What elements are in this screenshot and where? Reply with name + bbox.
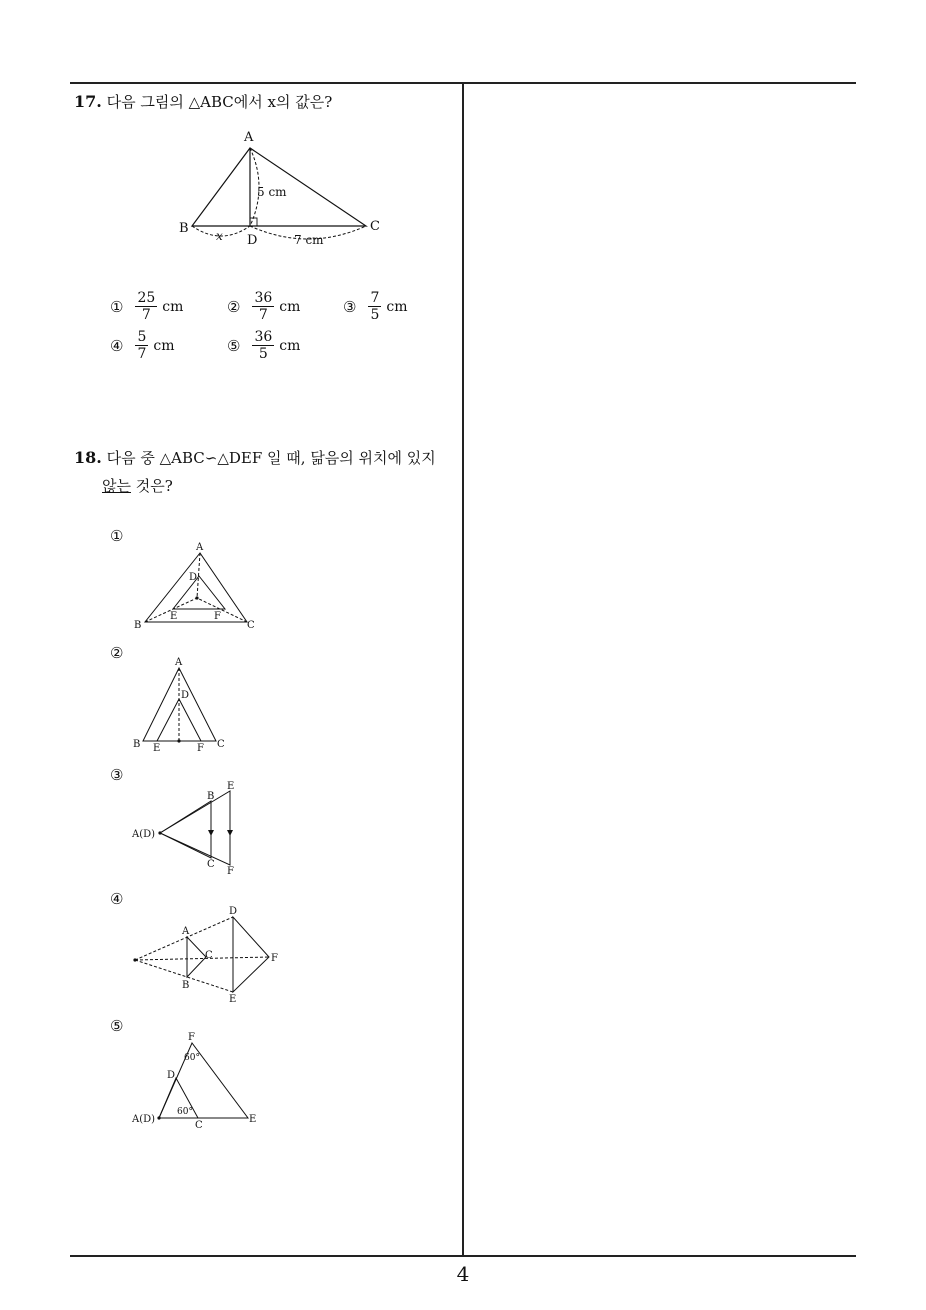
label-C: C	[205, 950, 213, 961]
choice-mark: ②	[227, 297, 241, 316]
label-AD: A(D)	[132, 1114, 156, 1125]
q18-option-2-figure	[130, 655, 230, 755]
label-E: E	[170, 611, 178, 622]
label-D: D	[181, 690, 190, 701]
question-17	[74, 88, 332, 116]
label-E: E	[153, 743, 161, 754]
label-AD: A(D)	[132, 829, 156, 840]
q17-choice-1[interactable]	[110, 290, 183, 323]
label-E: E	[249, 1114, 257, 1125]
q17-figure	[170, 126, 390, 252]
fraction: $\frac{5}{7}$	[137, 329, 147, 362]
label-D: D	[229, 906, 238, 917]
label-E: E	[229, 994, 237, 1005]
q17-choice-3[interactable]	[343, 290, 408, 323]
page-number: 4	[456, 1262, 470, 1286]
choice-mark: ④	[110, 336, 124, 355]
label-C: C	[217, 739, 225, 750]
fraction: $\frac{36}{7}$	[254, 290, 273, 323]
q17-label-ad: 5 cm	[257, 185, 287, 199]
choice-mark: ③	[343, 297, 357, 316]
fraction: $\frac{25}{7}$	[137, 290, 156, 323]
q18-option-2-mark[interactable]: ②	[110, 644, 124, 662]
q17-label-bd: x	[216, 229, 223, 243]
unit: cm	[279, 337, 301, 354]
label-F: F	[227, 866, 234, 877]
q17-choice-4[interactable]	[110, 329, 175, 362]
label-C: C	[195, 1120, 203, 1131]
choice-mark: ⑤	[227, 336, 241, 355]
q18-option-4-mark[interactable]: ④	[110, 890, 124, 908]
label-B: B	[134, 620, 142, 631]
question-18-text-line2: 것은?	[135, 477, 173, 495]
question-18-text-line1: 다음 중 △ABC∽△DEF 일 때, 닮음의 위치에 있지	[106, 449, 436, 467]
q17-label-D: D	[247, 233, 258, 248]
fraction: $\frac{36}{5}$	[254, 329, 273, 362]
label-C: C	[207, 859, 215, 870]
label-D: D	[167, 1070, 176, 1081]
q17-label-C: C	[370, 219, 380, 234]
label-A: A	[196, 542, 204, 553]
q17-choice-2[interactable]	[227, 290, 300, 323]
column-divider	[462, 82, 464, 1256]
fraction: $\frac{7}{5}$	[370, 290, 380, 323]
q17-label-A: A	[244, 130, 254, 145]
unit: cm	[386, 298, 408, 315]
label-D: D	[189, 572, 198, 583]
q18-option-5-figure	[130, 1028, 270, 1133]
label-C: C	[247, 620, 255, 631]
question-18-underlined: 않는	[102, 477, 131, 495]
q18-option-3-figure	[130, 778, 250, 878]
unit: cm	[279, 298, 301, 315]
q18-option-1-figure	[130, 540, 260, 632]
label-E: E	[227, 781, 235, 792]
question-17-text: 다음 그림의 △ABC에서 x의 값은?	[106, 93, 333, 111]
q18-option-4-figure	[128, 902, 288, 1008]
question-18	[74, 444, 459, 500]
label-F: F	[271, 953, 278, 964]
label-F: F	[214, 611, 221, 622]
label-A: A	[182, 926, 190, 937]
q17-label-dc: 7 cm	[294, 233, 324, 247]
q17-choice-5[interactable]	[227, 329, 300, 362]
q17-label-B: B	[179, 221, 189, 236]
label-F: F	[197, 743, 204, 754]
label-B: B	[133, 739, 141, 750]
question-17-number: 17.	[74, 92, 102, 111]
label-B: B	[207, 791, 215, 802]
choice-mark: ①	[110, 297, 124, 316]
unit: cm	[162, 298, 184, 315]
unit: cm	[153, 337, 175, 354]
label-F: F	[188, 1032, 195, 1043]
angle-label-top: 60°	[184, 1053, 200, 1063]
label-B: B	[182, 980, 190, 991]
angle-label-bottom: 60°	[177, 1107, 193, 1117]
q18-option-3-mark[interactable]: ③	[110, 766, 124, 784]
question-18-number: 18.	[74, 448, 102, 467]
label-A: A	[175, 657, 183, 668]
q18-option-1-mark[interactable]: ①	[110, 527, 124, 545]
q18-option-5-mark[interactable]: ⑤	[110, 1017, 124, 1035]
